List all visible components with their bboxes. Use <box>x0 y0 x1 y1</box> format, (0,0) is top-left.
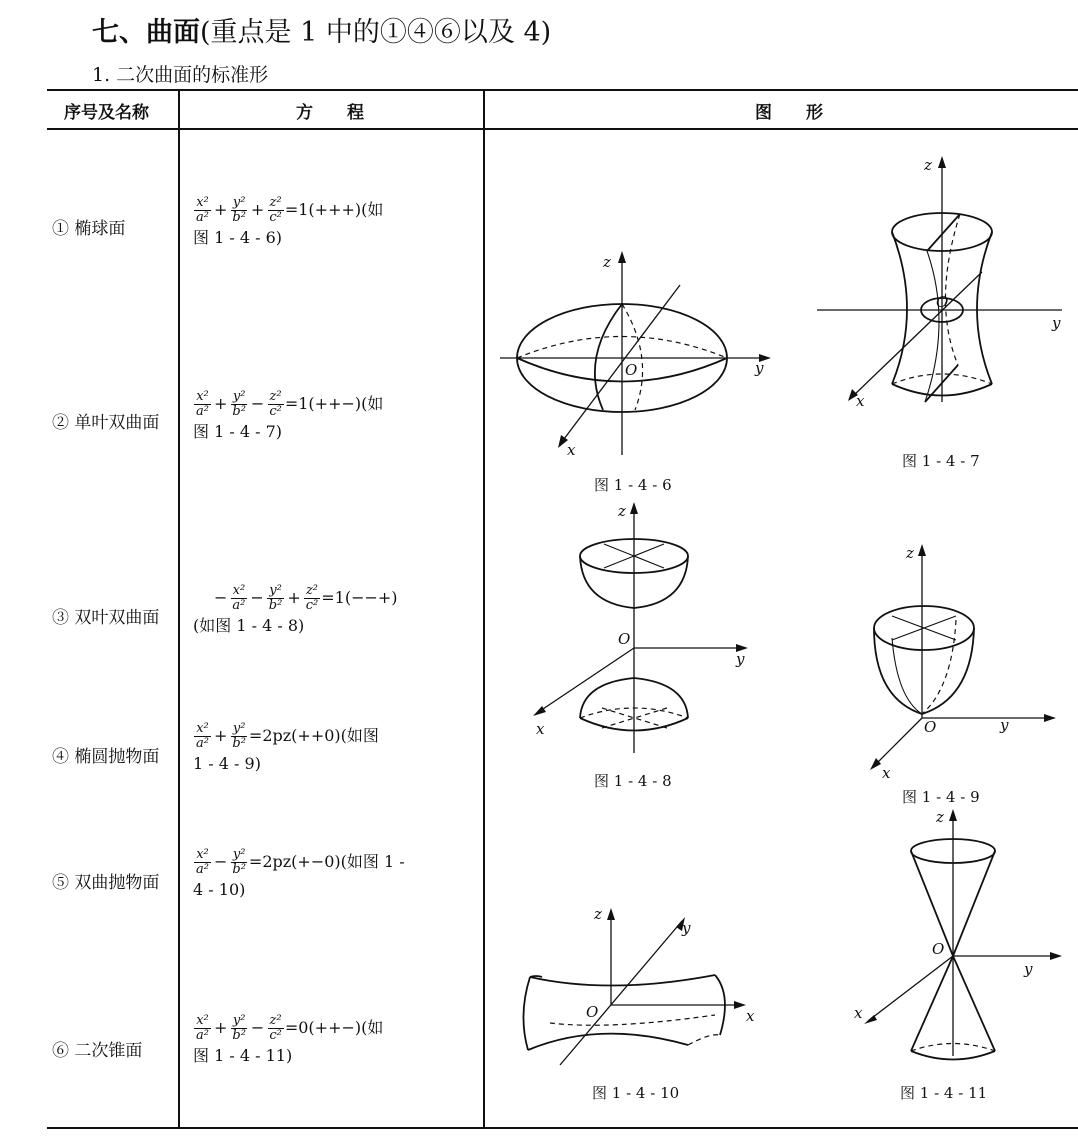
table-header-rule <box>47 128 1078 130</box>
svg-text:z: z <box>618 502 626 520</box>
caption-fig-1-4-7: 图 1 - 4 - 7 <box>902 452 980 470</box>
row-name-two-sheet-hyperboloid: ③ 双叶双曲面 <box>52 608 160 628</box>
svg-text:z: z <box>936 808 944 826</box>
table-bottom-rule <box>47 1127 1078 1129</box>
caption-fig-1-4-11: 图 1 - 4 - 11 <box>900 1084 988 1102</box>
svg-text:O: O <box>932 940 945 958</box>
header-figure: 图 形 <box>755 103 823 123</box>
figure-elliptic-paraboloid <box>862 538 1076 782</box>
svg-text:y: y <box>682 919 691 937</box>
caption-fig-1-4-9: 图 1 - 4 - 9 <box>902 788 980 806</box>
svg-text:O: O <box>618 630 631 648</box>
figure-quadric-cone <box>850 806 1070 1068</box>
caption-fig-1-4-6: 图 1 - 4 - 6 <box>594 476 672 494</box>
row-name-hyperbolic-paraboloid: ⑤ 双曲抛物面 <box>52 873 160 893</box>
row-name-elliptic-paraboloid: ④ 椭圆抛物面 <box>52 747 160 767</box>
subsection-heading: 1. 二次曲面的标准形 <box>92 64 269 86</box>
figure-one-sheet-hyperboloid <box>812 152 1076 414</box>
svg-text:z: z <box>924 156 932 174</box>
svg-text:y: y <box>1000 716 1009 734</box>
svg-text:x: x <box>856 392 865 410</box>
svg-text:O: O <box>625 361 638 379</box>
svg-text:z: z <box>594 905 602 923</box>
svg-text:x: x <box>536 720 545 738</box>
column-divider-1 <box>178 90 180 1128</box>
svg-text:x: x <box>882 764 891 782</box>
svg-text:x: x <box>854 1004 863 1022</box>
table-top-rule <box>47 89 1078 91</box>
svg-text:O: O <box>924 718 937 736</box>
figure-two-sheet-hyperboloid <box>522 498 762 760</box>
caption-fig-1-4-8: 图 1 - 4 - 8 <box>594 772 672 790</box>
svg-text:y: y <box>736 650 745 668</box>
svg-text:y: y <box>755 359 764 377</box>
svg-text:z: z <box>603 253 611 271</box>
section-heading-note: (重点是 1 中的①④⑥以及 4) <box>200 17 552 48</box>
equation-hyperbolic-paraboloid: $\frac{\text{x²}}{\text{a²}}$ − $\frac{\text{y²}}{\text{b²}}$ =2pz(+−0)(如图 1 - 4 - 10) <box>193 847 405 899</box>
svg-text:y: y <box>1024 960 1033 978</box>
caption-fig-1-4-10: 图 1 - 4 - 10 <box>592 1084 680 1102</box>
figure-ellipsoid <box>495 245 785 465</box>
section-heading-main: 七、曲面 <box>92 17 200 48</box>
row-name-ellipsoid: ① 椭球面 <box>52 219 126 239</box>
svg-text:z: z <box>906 544 914 562</box>
header-equation: 方 程 <box>296 103 364 123</box>
equation-two-sheet-hyperboloid: − $\frac{\text{x²}}{\text{a²}}$ − $\frac{\text{y²}}{\text{b²}}$ + $\frac{\text{z²}}{\text{c²}}$ =1(−−+) (如图 1 - 4 - 8) <box>193 583 398 635</box>
svg-text:y: y <box>1052 314 1061 332</box>
equation-quadric-cone: $\frac{\text{x²}}{\text{a²}}$ + $\frac{\text{y²}}{\text{b²}}$ − $\frac{\text{z²}}{\text{c²}}$ =0(++−)(如 图 1 - 4 - 11) <box>193 1013 384 1065</box>
svg-text:O: O <box>936 293 949 311</box>
row-name-one-sheet-hyperboloid: ② 单叶双曲面 <box>52 413 160 433</box>
equation-ellipsoid: $\frac{\text{x²}}{\text{a²}}$ + $\frac{\text{y²}}{\text{b²}}$ + $\frac{\text{z²}}{\text{c²}}$ =1(+++)(如 图 1 - 4 - 6) <box>193 195 384 247</box>
section-heading <box>92 10 551 49</box>
svg-text:x: x <box>746 1007 755 1025</box>
row-name-quadric-cone: ⑥ 二次锥面 <box>52 1041 143 1061</box>
equation-elliptic-paraboloid: $\frac{\text{x²}}{\text{a²}}$ + $\frac{\text{y²}}{\text{b²}}$ =2pz(++0)(如图 1 - 4 - 9) <box>193 721 379 773</box>
equation-one-sheet-hyperboloid: $\frac{\text{x²}}{\text{a²}}$ + $\frac{\text{y²}}{\text{b²}}$ − $\frac{\text{z²}}{\text{c²}}$ =1(++−)(如 图 1 - 4 - 7) <box>193 389 384 441</box>
figure-hyperbolic-paraboloid <box>510 905 780 1077</box>
header-name: 序号及名称 <box>64 103 149 123</box>
svg-text:x: x <box>567 441 576 459</box>
svg-text:O: O <box>586 1003 599 1021</box>
